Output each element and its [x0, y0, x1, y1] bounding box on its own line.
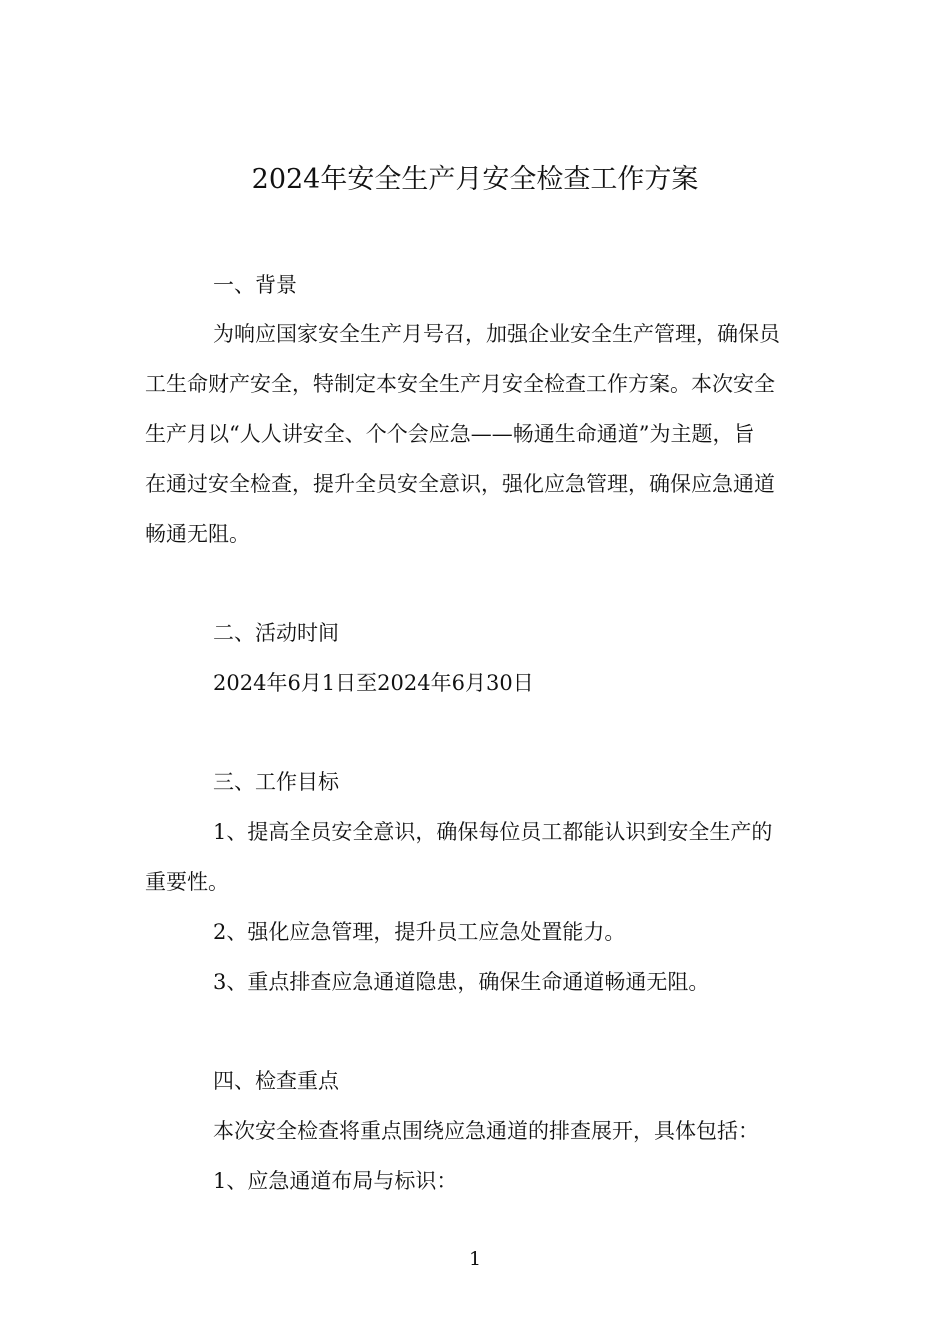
paragraph-line: 在通过安全检查，提升全员安全意识，强化应急管理，确保应急通道	[145, 472, 775, 496]
paragraph-line: 为响应国家安全生产月号召，加强企业安全生产管理，确保员	[213, 322, 780, 346]
page-number: 1	[468, 1248, 482, 1270]
paragraph-line: 畅通无阻。	[145, 522, 250, 546]
goal-item-1-line-1: 1、提高全员安全意识，确保每位员工都能认识到安全生产的	[213, 820, 773, 844]
goal-item-1-line-2: 重要性。	[145, 870, 229, 894]
paragraph-line: 工生命财产安全，特制定本安全生产月安全检查工作方案。本次安全	[145, 372, 775, 396]
paragraph-line: 生产月以“人人讲安全、个个会应急——畅通生命通道”为主题，旨	[145, 422, 755, 446]
section-heading-background: 一、背景	[213, 273, 297, 297]
goal-item-3: 3、重点排查应急通道隐患，确保生命通道畅通无阻。	[213, 970, 710, 994]
document-title: 2024年安全生产月安全检查工作方案	[251, 164, 699, 195]
section-heading-activity-time: 二、活动时间	[213, 621, 339, 645]
activity-date-range: 2024年6月1日至2024年6月30日	[213, 671, 534, 695]
section-heading-inspection-focus: 四、检查重点	[213, 1069, 339, 1093]
goal-item-2: 2、强化应急管理，提升员工应急处置能力。	[213, 920, 626, 944]
inspection-intro: 本次安全检查将重点围绕应急通道的排查展开，具体包括：	[213, 1119, 759, 1143]
inspection-item-1: 1、应急通道布局与标识：	[213, 1169, 458, 1193]
section-heading-work-goals: 三、工作目标	[213, 770, 339, 794]
